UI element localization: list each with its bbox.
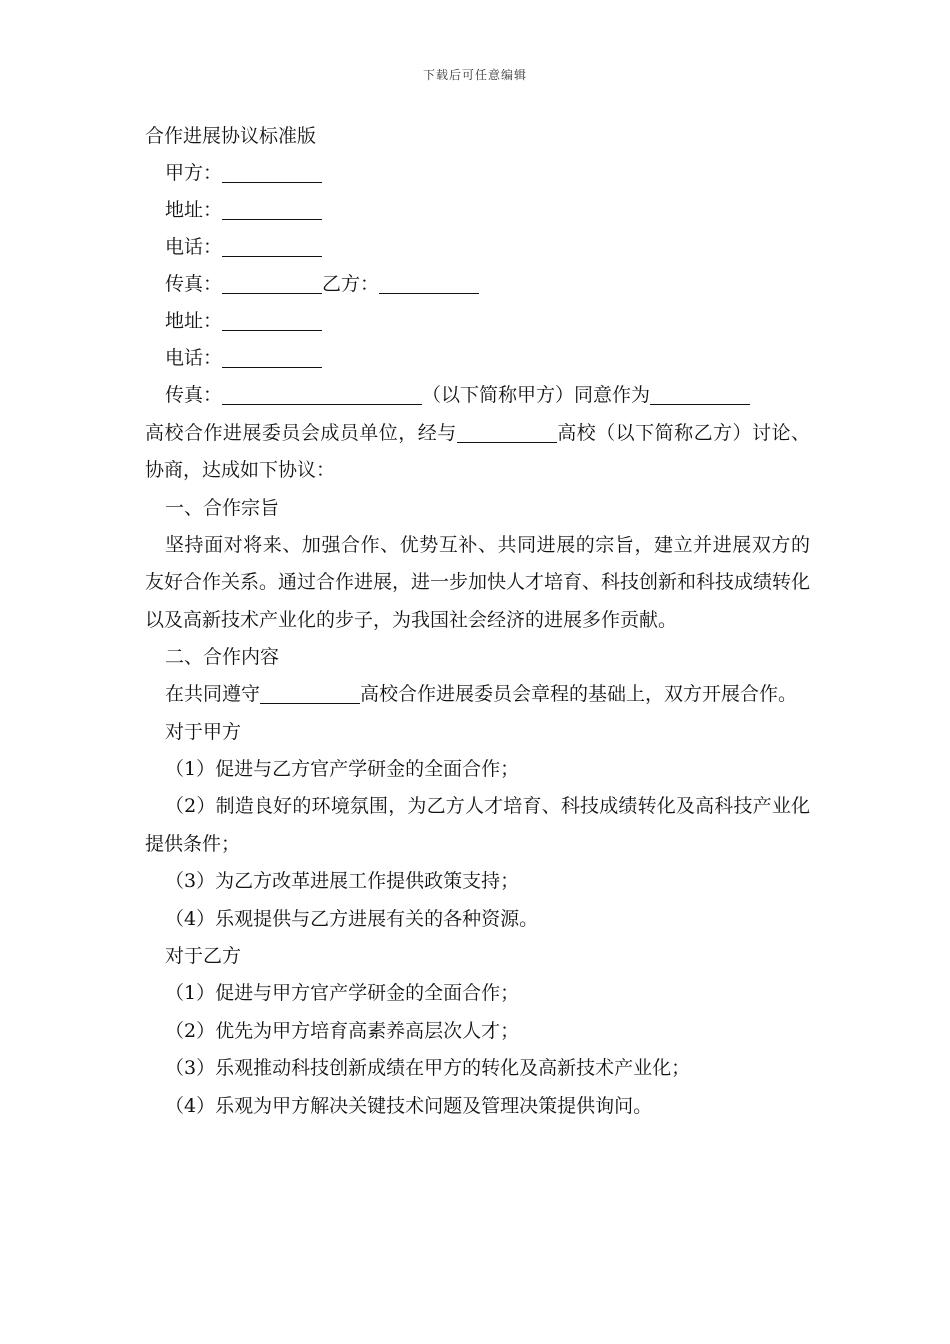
for-a-item-3: （3）为乙方改革进展工作提供政策支持；	[165, 870, 520, 892]
for-b-item-2: （2）优先为甲方培育高素养高层次人才；	[165, 1019, 520, 1042]
for-a-item-1: （1）促进与乙方官产学研金的全面合作；	[165, 757, 520, 780]
for-b-item-4: （4）乐观为甲方解决关键技术问题及管理决策提供询问。	[165, 1094, 653, 1117]
intro-seg1: （以下简称甲方）同意作为	[422, 384, 651, 406]
party-a-phone-label: 电话：	[165, 236, 223, 258]
section2-body-blank	[260, 681, 360, 704]
party-a-address-label: 地址：	[165, 199, 223, 221]
party-b-phone-blank	[222, 345, 322, 368]
party-b-phone-label: 电话：	[165, 347, 223, 369]
intro-blank-2	[457, 420, 557, 443]
party-b-fax-label: 传真：	[165, 384, 223, 406]
party-b-address-line	[145, 303, 810, 340]
party-b-fax-blank	[222, 382, 422, 405]
section2-body	[145, 676, 810, 714]
for-a-item-2: （2）制造良好的环境氛围，为乙方人才培育、科技成绩转化及高科技产业化提供条件；	[145, 795, 810, 855]
for-b-item-1: （1）促进与甲方官产学研金的全面合作；	[165, 982, 520, 1004]
intro-paragraph	[145, 377, 810, 415]
party-a-phone-line	[145, 229, 810, 266]
intro-seg3: 高校（以下简称乙方）讨论、协商，达成如下协议：	[145, 421, 810, 481]
party-b-blank	[379, 271, 479, 294]
section2-body-prefix: 在共同遵守	[165, 683, 261, 705]
party-a-fax-label: 传真：	[165, 273, 223, 295]
party-a-blank	[222, 160, 322, 183]
party-a-phone-blank	[222, 234, 322, 257]
intro-paragraph-cont	[145, 415, 810, 490]
for-party-b-heading: 对于乙方	[165, 945, 242, 967]
party-a-label: 甲方：	[165, 162, 223, 184]
party-a-fax-line	[145, 266, 810, 303]
party-a-line	[145, 155, 810, 192]
section1-body: 坚持面对将来、加强合作、优势互补、共同进展的宗旨，建立并进展双方的友好合作关系。通过合作进展，进一步加快人才培育、科技创新和科技成绩转化以及高新技术产业化的步子，为我国社会经济的进展多作贡献。	[145, 533, 811, 631]
party-a-address-blank	[222, 197, 322, 220]
section2-heading: 二、合作内容	[165, 646, 280, 668]
party-a-address-line	[145, 192, 810, 229]
for-party-a-heading: 对于甲方	[165, 720, 242, 743]
party-b-phone-line	[145, 340, 810, 377]
party-b-address-label: 地址：	[165, 310, 223, 332]
party-b-label: 乙方：	[322, 273, 380, 295]
party-b-address-blank	[222, 308, 322, 331]
header-note: 下载后可任意编辑	[422, 68, 527, 82]
for-b-item-3: （3）乐观推动科技创新成绩在甲方的转化及高新技术产业化；	[165, 1057, 691, 1079]
document-body	[145, 118, 810, 1125]
intro-seg2: 高校合作进展委员会成员单位，经与	[145, 421, 457, 444]
intro-blank-1	[650, 382, 750, 405]
for-a-item-4: （4）乐观提供与乙方进展有关的各种资源。	[165, 907, 539, 930]
document-title: 合作进展协议标准版	[145, 125, 317, 147]
party-a-fax-blank	[222, 271, 322, 294]
section1-heading: 一、合作宗旨	[165, 496, 280, 519]
section2-body-suffix: 高校合作进展委员会章程的基础上，双方开展合作。	[360, 683, 798, 705]
